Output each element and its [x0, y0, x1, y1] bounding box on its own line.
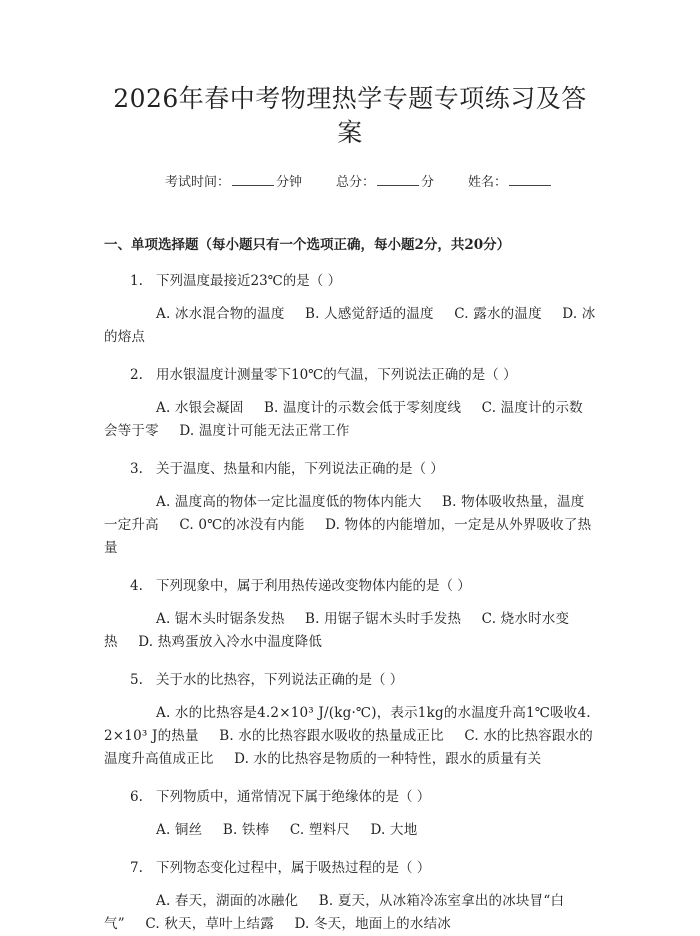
question-number: 2. — [130, 367, 143, 383]
question-text: 下列现象中，属于利用热传递改变物体内能的是（ ） — [156, 578, 471, 594]
answer-option: C. 秋天，草叶上结露 — [145, 916, 274, 932]
total-score-label: 总分： — [335, 175, 375, 190]
answer-option: A. 水银会凝固 — [156, 400, 244, 416]
question-item — [104, 365, 596, 443]
answer-option: D. 冬天，地面上的水结冰 — [294, 916, 451, 932]
question-number: 1. — [130, 273, 143, 289]
question-item — [104, 271, 596, 349]
question-text: 下列温度最接近23℃的是（ ） — [156, 273, 342, 289]
answer-option: B. 物体吸收热量，温度一定升高 — [104, 494, 585, 533]
question-item — [104, 459, 596, 560]
answer-option: C. 0℃的冰没有内能 — [179, 517, 305, 533]
exam-time-blank — [232, 171, 274, 186]
answer-options — [104, 819, 596, 842]
answer-options — [104, 608, 596, 654]
answer-option: C. 烧水时水变热 — [104, 611, 570, 650]
answer-option: D. 温度计可能无法正常工作 — [179, 423, 350, 439]
exam-time-field — [165, 171, 302, 193]
question-stem — [104, 271, 596, 291]
exam-time-label: 考试时间： — [164, 175, 230, 190]
answer-option: B. 铁棒 — [222, 822, 270, 838]
answer-option: B. 夏天，从冰箱冷冻室拿出的冰块冒“白气” — [104, 893, 565, 932]
answer-option: B. 人感觉舒适的温度 — [305, 306, 434, 322]
answer-option: A. 春天，湖面的冰融化 — [156, 893, 299, 909]
question-stem — [104, 576, 596, 596]
total-score-field — [336, 171, 434, 193]
question-number: 5. — [130, 672, 143, 688]
answer-option: C. 塑料尺 — [289, 822, 350, 838]
answer-option: D. 冰的熔点 — [104, 306, 596, 345]
question-number: 3. — [130, 461, 143, 477]
question-stem — [104, 858, 596, 878]
question-stem — [104, 365, 596, 385]
question-stem — [104, 787, 596, 807]
answer-option: A. 铜丝 — [156, 822, 203, 838]
question-text: 下列物态变化过程中，属于吸热过程的是（ ） — [156, 860, 431, 876]
question-item — [104, 576, 596, 654]
question-stem — [104, 670, 596, 690]
answer-option: D. 水的比热容是物质的一种特性，跟水的质量有关 — [234, 751, 542, 767]
question-number: 6. — [130, 789, 143, 805]
question-text: 关于水的比热容，下列说法正确的是（ ） — [156, 672, 404, 688]
answer-option: A. 温度高的物体一定比温度低的物体内能大 — [156, 494, 422, 510]
section-heading: 一、单项选择题（每小题只有一个选项正确，每小题2分，共20分） — [104, 237, 511, 253]
answer-option: D. 大地 — [370, 822, 418, 838]
answer-option: C. 水的比热容跟水的温度升高值成正比 — [104, 728, 593, 767]
question-text: 关于温度、热量和内能，下列说法正确的是（ ） — [156, 461, 444, 477]
question-item — [104, 858, 596, 936]
question-item — [104, 787, 596, 842]
exam-meta — [104, 171, 596, 193]
answer-option: C. 温度计的示数会等于零 — [104, 400, 583, 439]
answer-option: A. 锯木头时锯条发热 — [156, 611, 285, 627]
answer-options — [104, 491, 596, 560]
answer-options — [104, 702, 596, 771]
answer-option: B. 用锯子锯木头时手发热 — [305, 611, 462, 627]
answer-options — [104, 303, 596, 349]
question-item — [104, 670, 596, 771]
total-score-blank — [377, 171, 419, 186]
total-score-unit: 分 — [421, 175, 435, 190]
student-name-blank — [509, 171, 551, 186]
answer-options — [104, 890, 596, 936]
answer-option: A. 冰水混合物的温度 — [156, 306, 285, 322]
question-stem — [104, 459, 596, 479]
answer-option: B. 温度计的示数会低于零刻度线 — [263, 400, 462, 416]
answer-option: B. 水的比热容跟水吸收的热量成正比 — [219, 728, 444, 744]
answer-option: A. 水的比热容是4.2×10³ J/(kg·℃)，表示1kg的水温度升高1℃吸收4.2×10³ J的热量 — [104, 705, 591, 744]
student-name-label: 姓名： — [468, 175, 508, 190]
student-name-field — [468, 171, 553, 193]
answer-option: D. 热鸡蛋放入冷水中温度降低 — [138, 634, 323, 650]
answer-option: C. 露水的温度 — [454, 306, 542, 322]
question-number: 7. — [130, 860, 143, 876]
exam-time-unit: 分钟 — [275, 175, 302, 190]
question-number: 4. — [130, 578, 143, 594]
answer-option: D. 物体的内能增加，一定是从外界吸收了热量 — [104, 517, 592, 556]
question-list — [104, 271, 596, 936]
question-text: 用水银温度计测量零下10℃的气温，下列说法正确的是（ ） — [156, 367, 517, 383]
question-text: 下列物质中，通常情况下属于绝缘体的是（ ） — [156, 789, 431, 805]
document-title: 2026年春中考物理热学专题专项练习及答案 — [113, 84, 587, 147]
answer-options — [104, 397, 596, 443]
